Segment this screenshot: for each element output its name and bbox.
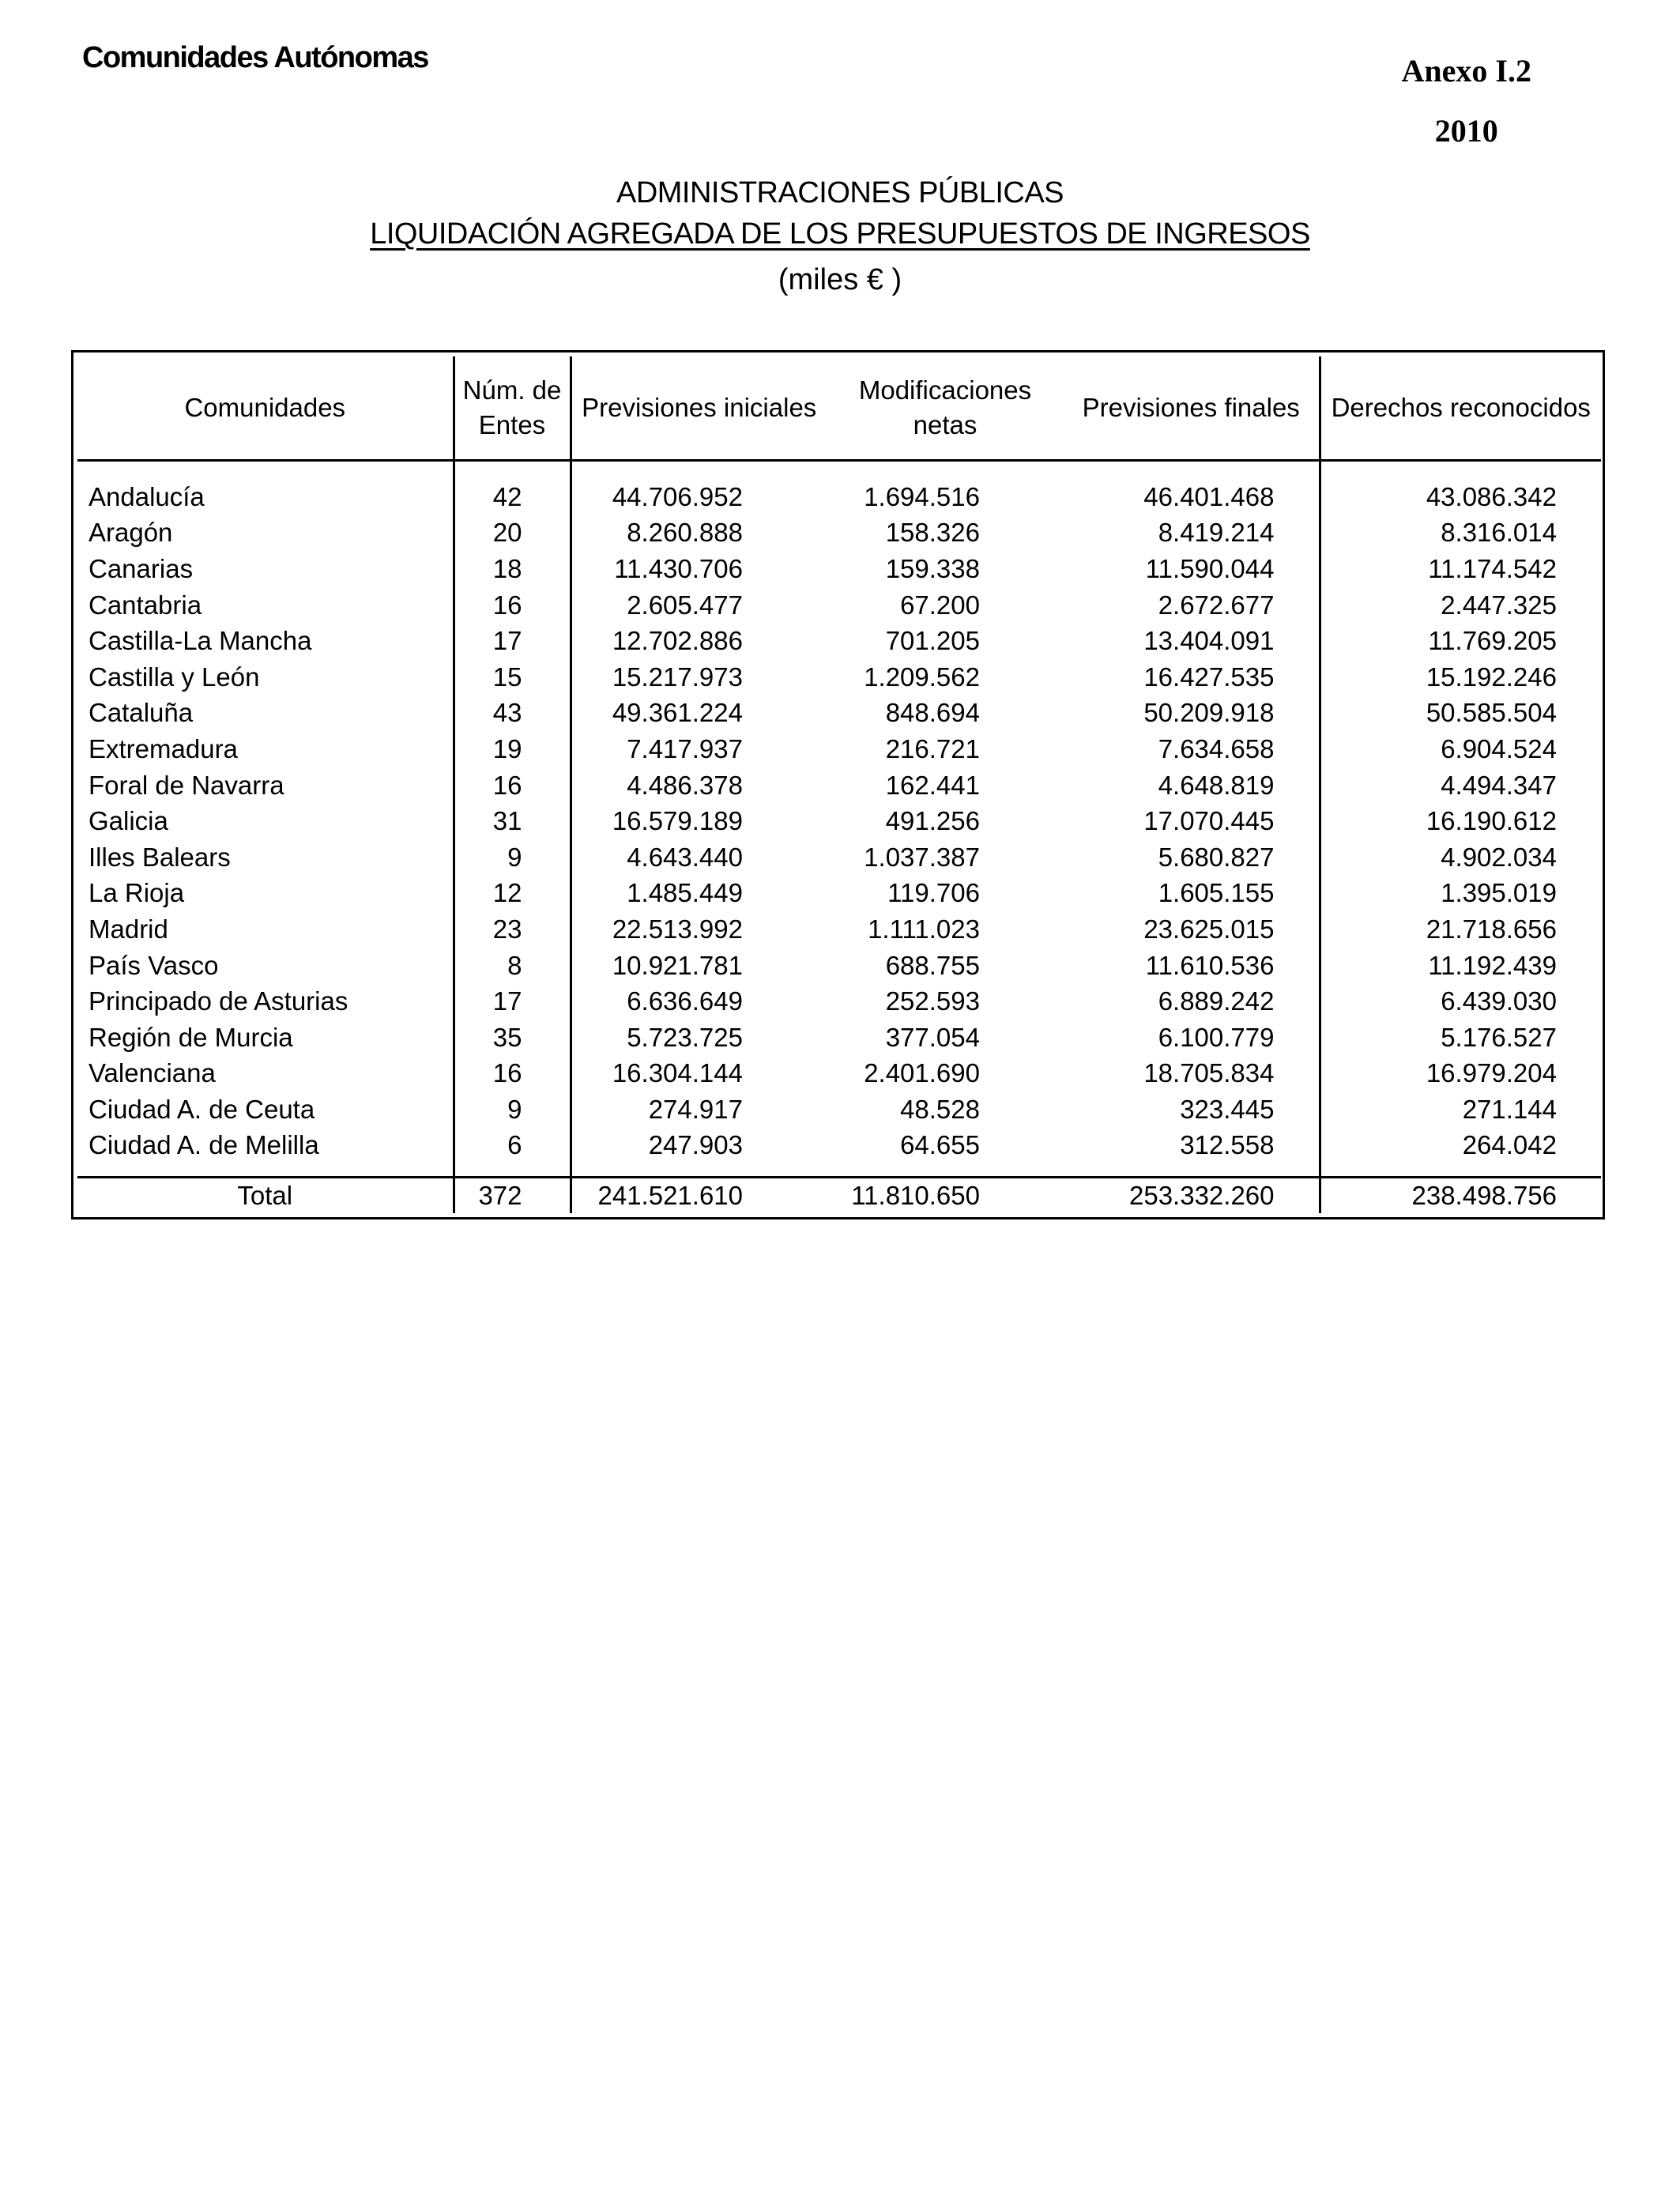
annex-label: Anexo I.2 [1401, 53, 1531, 89]
cell-modificaciones-netas: 701.205 [885, 626, 980, 656]
cell-num-entes: 20 [454, 515, 571, 552]
cell-comunidad: Extremadura [77, 731, 454, 767]
cell-comunidad: Andalucía [77, 461, 454, 515]
total-derechos-reconocidos: 238.498.756 [1320, 1178, 1601, 1214]
cell-modificaciones-netas: 377.054 [885, 1022, 980, 1052]
cell-comunidad: Galicia [77, 803, 454, 839]
column-header-num-entes: Núm. de Entes [454, 356, 571, 461]
cell-derechos-reconocidos: 4.902.034 [1441, 842, 1557, 872]
cell-modificaciones-netas: 252.593 [885, 986, 980, 1016]
cell-modificaciones-netas: 688.755 [885, 950, 980, 980]
table-row [77, 659, 1601, 696]
table-row [77, 731, 1601, 767]
cell-comunidad: Castilla y León [77, 659, 454, 696]
table-row [77, 876, 1601, 912]
cell-previsiones-finales: 11.610.536 [1064, 948, 1320, 984]
total-row [77, 1178, 1601, 1214]
cell-derechos-reconocidos: 4.494.347 [1441, 770, 1557, 800]
cell-previsiones-iniciales: 10.921.781 [612, 950, 743, 980]
total-modificaciones-netas: 11.810.650 [827, 1178, 1064, 1214]
cell-previsiones-finales: 4.648.819 [1064, 767, 1320, 804]
cell-modificaciones-netas: 1.209.562 [864, 662, 980, 692]
cell-comunidad: Ciudad A. de Melilla [77, 1128, 454, 1178]
cell-comunidad: Illes Balears [77, 839, 454, 876]
cell-previsiones-finales: 50.209.918 [1064, 696, 1320, 732]
cell-previsiones-iniciales: 15.217.973 [612, 662, 743, 692]
cell-derechos-reconocidos: 16.979.204 [1426, 1058, 1557, 1088]
cell-previsiones-finales: 46.401.468 [1064, 461, 1320, 515]
table-row [77, 515, 1601, 552]
cell-previsiones-finales: 16.427.535 [1064, 659, 1320, 696]
table-row [77, 803, 1601, 839]
cell-num-entes: 23 [454, 911, 571, 948]
column-header-previsiones-finales: Previsiones finales [1064, 356, 1320, 461]
cell-derechos-reconocidos: 271.144 [1462, 1094, 1557, 1124]
cell-comunidad: Valenciana [77, 1056, 454, 1092]
cell-num-entes: 8 [454, 948, 571, 984]
table-row [77, 983, 1601, 1020]
cell-previsiones-iniciales: 6.636.649 [627, 986, 743, 1016]
cell-previsiones-finales: 1.605.155 [1064, 876, 1320, 912]
cell-num-entes: 16 [454, 587, 571, 624]
cell-num-entes: 35 [454, 1020, 571, 1056]
cell-previsiones-finales: 312.558 [1064, 1128, 1320, 1178]
cell-previsiones-iniciales: 16.579.189 [612, 806, 743, 836]
cell-derechos-reconocidos: 8.316.014 [1441, 518, 1557, 548]
cell-previsiones-iniciales: 4.486.378 [627, 770, 743, 800]
cell-derechos-reconocidos: 21.718.656 [1426, 914, 1557, 944]
cell-derechos-reconocidos: 6.439.030 [1441, 986, 1557, 1016]
cell-previsiones-finales: 23.625.015 [1064, 911, 1320, 948]
table-row [77, 623, 1601, 659]
annex-block [1402, 41, 1531, 161]
cell-num-entes: 6 [454, 1128, 571, 1178]
cell-modificaciones-netas: 216.721 [885, 733, 980, 763]
cell-previsiones-iniciales: 1.485.449 [627, 878, 743, 908]
total-num-entes: 372 [454, 1178, 571, 1214]
cell-previsiones-finales: 13.404.091 [1064, 623, 1320, 659]
column-header-derechos-reconocidos: Derechos reconocidos [1320, 356, 1601, 461]
cell-previsiones-finales: 2.672.677 [1064, 587, 1320, 624]
cell-derechos-reconocidos: 43.086.342 [1426, 481, 1557, 511]
cell-modificaciones-netas: 2.401.690 [864, 1058, 980, 1088]
cell-previsiones-iniciales: 12.702.886 [612, 626, 743, 656]
table-row [77, 1020, 1601, 1056]
cell-derechos-reconocidos: 2.447.325 [1441, 590, 1557, 620]
total-label: Total [77, 1178, 454, 1214]
table-row [77, 1128, 1601, 1178]
cell-derechos-reconocidos: 15.192.246 [1426, 662, 1557, 692]
cell-modificaciones-netas: 162.441 [885, 770, 980, 800]
header-section-title: Comunidades Autónomas [82, 41, 428, 74]
cell-comunidad: Cantabria [77, 587, 454, 624]
table-row [77, 839, 1601, 876]
table-row [77, 696, 1601, 732]
cell-num-entes: 43 [454, 696, 571, 732]
cell-derechos-reconocidos: 11.174.542 [1428, 553, 1557, 583]
cell-modificaciones-netas: 119.706 [887, 878, 980, 908]
cell-derechos-reconocidos: 1.395.019 [1441, 878, 1557, 908]
cell-comunidad: Ciudad A. de Ceuta [77, 1091, 454, 1128]
cell-previsiones-iniciales: 44.706.952 [612, 481, 743, 511]
cell-previsiones-iniciales: 7.417.937 [627, 733, 743, 763]
cell-num-entes: 9 [454, 839, 571, 876]
cell-num-entes: 15 [454, 659, 571, 696]
cell-previsiones-finales: 6.889.242 [1064, 983, 1320, 1020]
table-frame [71, 350, 1605, 1220]
cell-modificaciones-netas: 1.694.516 [864, 481, 980, 511]
table-row [77, 551, 1601, 587]
year-label: 2010 [1434, 113, 1498, 149]
cell-num-entes: 18 [454, 551, 571, 587]
table-row [77, 587, 1601, 624]
cell-previsiones-finales: 8.419.214 [1064, 515, 1320, 552]
cell-comunidad: Canarias [77, 551, 454, 587]
cell-previsiones-iniciales: 49.361.224 [612, 698, 743, 728]
page-subtitle: LIQUIDACIÓN AGREGADA DE LOS PRESUPUESTOS DE INGRESOS [370, 217, 1310, 251]
cell-modificaciones-netas: 159.338 [885, 553, 980, 583]
cell-previsiones-iniciales: 5.723.725 [627, 1022, 743, 1052]
cell-comunidad: Aragón [77, 515, 454, 552]
table-row [77, 767, 1601, 804]
cell-previsiones-iniciales: 16.304.144 [612, 1058, 743, 1088]
page-title: ADMINISTRACIONES PÚBLICAS [616, 176, 1064, 209]
table-header-row [77, 356, 1601, 461]
cell-derechos-reconocidos: 6.904.524 [1441, 733, 1557, 763]
cell-derechos-reconocidos: 264.042 [1462, 1130, 1557, 1160]
cell-previsiones-finales: 11.590.044 [1064, 551, 1320, 587]
cell-comunidad: País Vasco [77, 948, 454, 984]
cell-num-entes: 19 [454, 731, 571, 767]
cell-comunidad: Castilla-La Mancha [77, 623, 454, 659]
column-header-modificaciones-netas: Modificaciones netas [827, 356, 1064, 461]
cell-modificaciones-netas: 158.326 [885, 518, 980, 548]
cell-previsiones-finales: 6.100.779 [1064, 1020, 1320, 1056]
cell-comunidad: Madrid [77, 911, 454, 948]
cell-previsiones-iniciales: 8.260.888 [627, 518, 743, 548]
cell-modificaciones-netas: 1.111.023 [868, 914, 980, 944]
cell-modificaciones-netas: 1.037.387 [864, 842, 980, 872]
cell-previsiones-finales: 18.705.834 [1064, 1056, 1320, 1092]
revenue-table [77, 356, 1601, 1213]
cell-comunidad: Principado de Asturias [77, 983, 454, 1020]
cell-comunidad: La Rioja [77, 876, 454, 912]
cell-previsiones-iniciales: 247.903 [648, 1130, 743, 1160]
cell-num-entes: 16 [454, 767, 571, 804]
table-row [77, 1056, 1601, 1092]
cell-comunidad: Cataluña [77, 696, 454, 732]
cell-previsiones-iniciales: 2.605.477 [627, 590, 743, 620]
cell-num-entes: 31 [454, 803, 571, 839]
cell-num-entes: 16 [454, 1056, 571, 1092]
cell-comunidad: Foral de Navarra [77, 767, 454, 804]
cell-num-entes: 9 [454, 1091, 571, 1128]
cell-derechos-reconocidos: 50.585.504 [1426, 698, 1557, 728]
cell-previsiones-iniciales: 274.917 [648, 1094, 743, 1124]
cell-derechos-reconocidos: 11.769.205 [1428, 626, 1557, 656]
table-row [77, 461, 1601, 515]
column-header-comunidades: Comunidades [77, 356, 454, 461]
table-row [77, 911, 1601, 948]
total-previsiones-finales: 253.332.260 [1064, 1178, 1320, 1214]
cell-modificaciones-netas: 64.655 [900, 1130, 980, 1160]
cell-modificaciones-netas: 48.528 [900, 1094, 980, 1124]
cell-derechos-reconocidos: 5.176.527 [1441, 1022, 1557, 1052]
column-header-previsiones-iniciales: Previsiones iniciales [571, 356, 827, 461]
cell-modificaciones-netas: 848.694 [885, 698, 980, 728]
cell-modificaciones-netas: 67.200 [900, 590, 980, 620]
cell-previsiones-iniciales: 22.513.992 [612, 914, 743, 944]
cell-previsiones-finales: 17.070.445 [1064, 803, 1320, 839]
cell-num-entes: 17 [454, 983, 571, 1020]
cell-previsiones-iniciales: 11.430.706 [614, 553, 743, 583]
cell-previsiones-finales: 5.680.827 [1064, 839, 1320, 876]
cell-previsiones-finales: 323.445 [1064, 1091, 1320, 1128]
cell-modificaciones-netas: 491.256 [885, 806, 980, 836]
unit-label: (miles € ) [778, 263, 902, 296]
cell-derechos-reconocidos: 11.192.439 [1428, 950, 1557, 980]
total-previsiones-iniciales: 241.521.610 [571, 1178, 827, 1214]
cell-num-entes: 12 [454, 876, 571, 912]
cell-previsiones-finales: 7.634.658 [1064, 731, 1320, 767]
cell-previsiones-iniciales: 4.643.440 [627, 842, 743, 872]
cell-num-entes: 42 [454, 461, 571, 515]
cell-derechos-reconocidos: 16.190.612 [1426, 806, 1557, 836]
table-row [77, 1091, 1601, 1128]
title-block [0, 172, 1680, 305]
table-row [77, 948, 1601, 984]
cell-comunidad: Región de Murcia [77, 1020, 454, 1056]
cell-num-entes: 17 [454, 623, 571, 659]
